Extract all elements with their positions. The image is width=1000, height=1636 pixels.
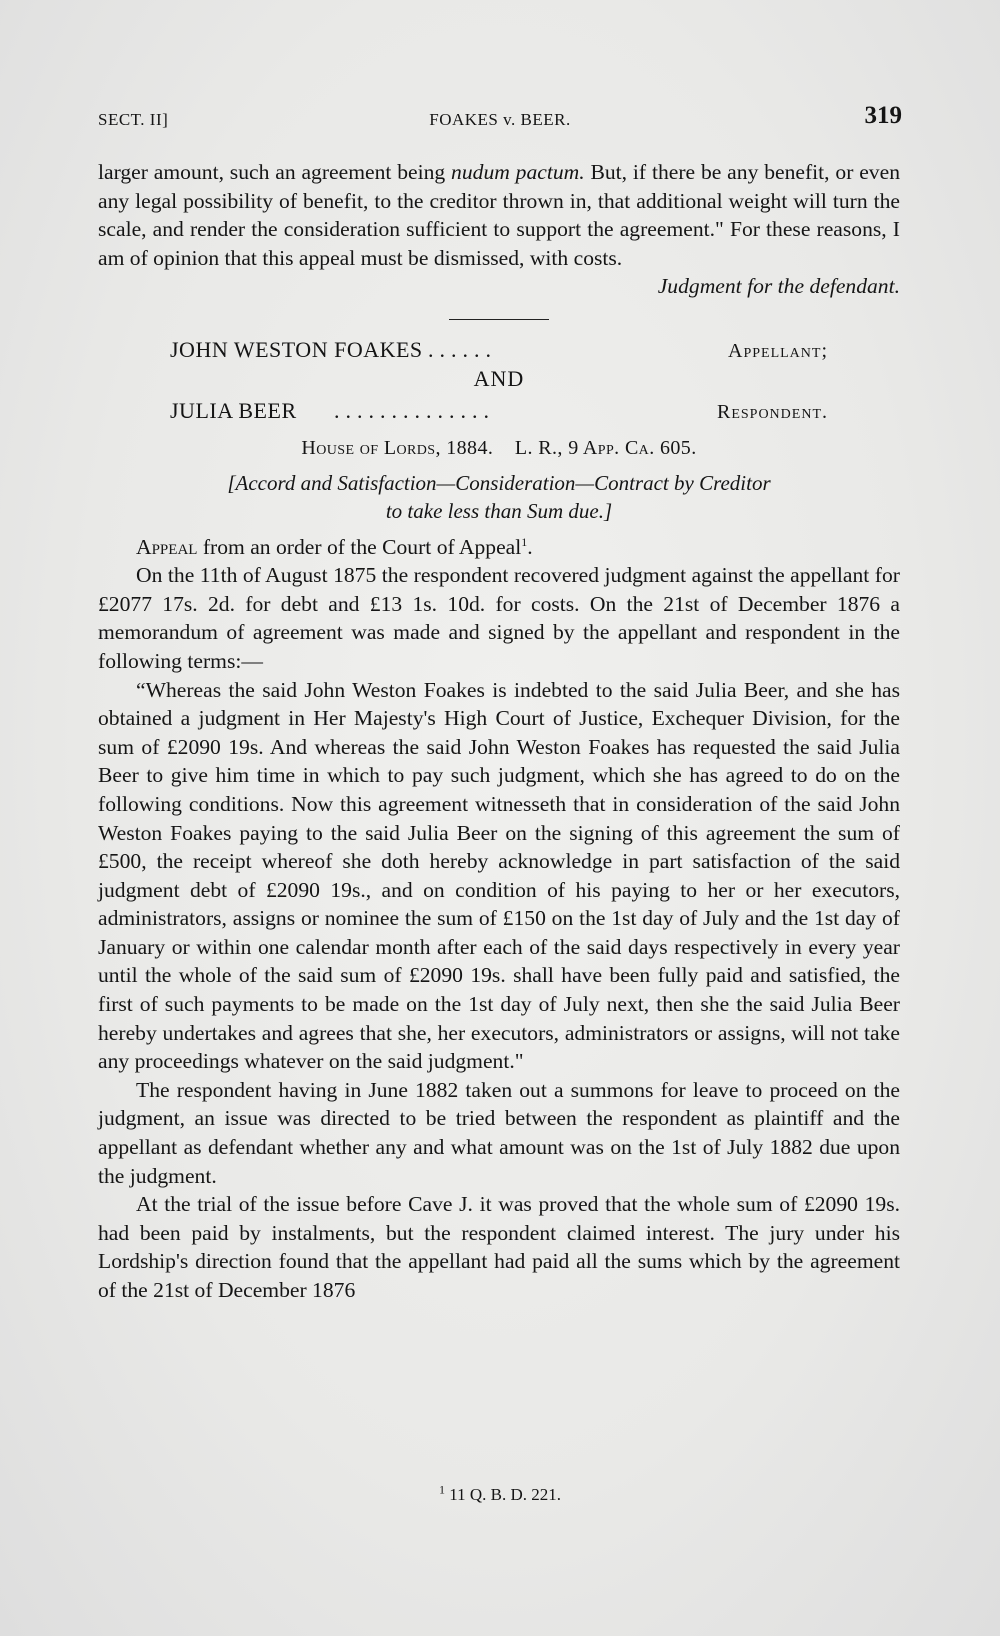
headnote: [Accord and Satisfaction—Consideration—Contract by Creditor to take less than Sum due.] [227, 470, 771, 523]
footnote-number: 1 [438, 1482, 445, 1497]
section-divider [449, 319, 549, 320]
respondent-role: Respondent. [716, 400, 828, 423]
facts-paragraph: On the 11th of August 1875 the respondent recovered judgment against the appellant for £2077 17s. 2d. for debt and £13 1s. 10d. for costs. On the 21st of December 1876 a memorandum of agreement was made and signed by the appellant and respondent in the following terms:— [98, 563, 900, 673]
running-header [98, 102, 902, 138]
court-name: House of Lords, 1884. [301, 436, 494, 459]
appellant-role: Appellant; [728, 339, 828, 362]
law-report: L. R., 9 App. Ca. 605. [514, 436, 697, 459]
page-number: 319 [864, 102, 902, 129]
appeal-paragraph: Appeal from an order of the Court of Appeal$^1$. [136, 534, 533, 559]
running-title: FOAKES v. BEER. [429, 110, 571, 129]
footnote-text: 11 Q. B. D. 221. [444, 1485, 561, 1504]
court-citation [98, 434, 900, 463]
footnote-marker: 1 [521, 534, 528, 549]
trial-paragraph: At the trial of the issue before Cave J. it was proved that the whole sum of £2090 19s. had been paid by instalments, but the respondent claimed interest. The jury under his Lordship's direction found that the appellant had paid all the sums which by the agreement of the 21st of December 1876 [98, 1192, 900, 1302]
appellant-name: JOHN WESTON FOAKES [170, 336, 423, 362]
leader-dots: .............. [334, 397, 495, 423]
judgment-line: Judgment for the defendant. [657, 274, 900, 299]
agreement-quote: “Whereas the said John Weston Foakes is indebted to the said Julia Beer, and she has obtained a judgment in Her Majesty's High Court of Justice, Exchequer Division, for the sum of £2090 19s. And whereas the said John Weston Foakes has requested the said Julia Beer to give him time in which to pay such judgment, which she has agreed to do on the following conditions. Now this agreement witnesseth that in consideration of the said John Weston Foakes paying to the said Julia Beer on the signing of this agreement the sum of £500, the receipt whereof she doth hereby acknowledge in part satisfaction of the said judgment debt of £2090 19s., and on condition of his paying to her or her executors, administrators, assigns or nominee the sum of £150 on the 1st day of July and the 1st day of January or within one calendar month after each of the said days respectively in every year until the whole of the said sum of £2090 19s. shall have been fully paid and satisfied, the first of such payments to be made on the 1st day of July next, then she the said Julia Beer hereby undertakes and agrees that she, her executors, administrators or assigns, will not take any proceedings whatever on the said judgment." [98, 677, 900, 1074]
appellant-line [98, 334, 900, 365]
section-label: SECT. II] [98, 110, 169, 129]
opening-paragraph: larger amount, such an agreement being nudum pactum. But, if there be any benefit, or even any legal possibility of benefit, to the creditor thrown in, that additional weight will turn the scale, and render the consideration sufficient to support the agreement." For these reasons, I am of opinion that this appeal must be dismissed, with costs. [98, 160, 900, 270]
latin-phrase: nudum pactum. [451, 160, 585, 184]
respondent-name: JULIA BEER [170, 397, 297, 423]
summons-paragraph: The respondent having in June 1882 taken out a summons for leave to proceed on the judgment, an issue was directed to be tried between the respondent as plaintiff and the appellant as defendant whether any and what amount was on the 1st of July 1882 due upon the judgment. [98, 1077, 900, 1188]
footnote [0, 1482, 1000, 1505]
respondent-line [98, 395, 900, 426]
page-body [98, 158, 900, 1305]
and-line: AND [473, 365, 525, 391]
leader-dots: ...... [428, 336, 497, 362]
